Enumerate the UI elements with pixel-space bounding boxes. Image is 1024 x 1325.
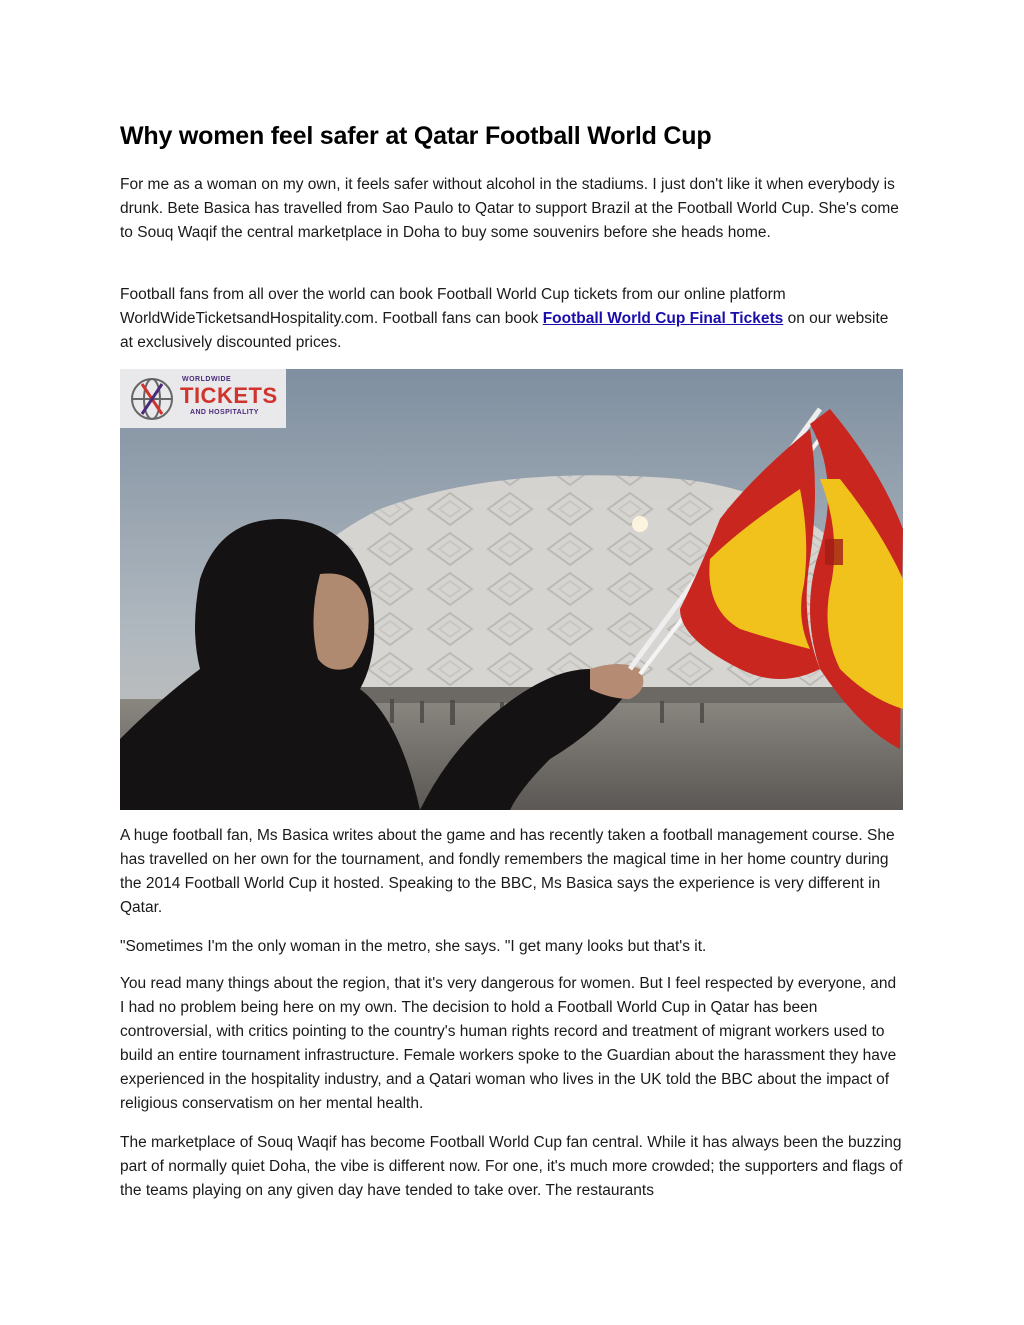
paragraph-2 — [120, 283, 904, 355]
paragraph-2-text-before: Football fans from all over the world can book Football World Cup tickets from our online platform WorldWideTicketsandHospitality.com. Football fans can book — [120, 286, 786, 327]
paragraph-4: "Sometimes I'm the only woman in the metro, she says. "I get many looks but that's it. — [120, 938, 707, 955]
logo-line-hospitality: AND HOSPITALITY — [190, 409, 259, 416]
paragraph-1: For me as a woman on my own, it feels safer without alcohol in the stadiums. I just don't like it when everybody is drunk. Bete Basica has travelled from Sao Paulo to Qatar to support Brazil at the Football World Cup. She's come to Souq Waqif the central marketplace in Doha to buy some souvenirs before she heads home. — [120, 176, 899, 241]
logo-line-tickets: TICKETS — [180, 383, 278, 408]
article-title: Why women feel safer at Qatar Football World Cup — [120, 122, 712, 150]
worldwide-tickets-logo — [120, 369, 286, 428]
logo-line-worldwide: WORLDWIDE — [182, 376, 232, 383]
paragraph-6: The marketplace of Souq Waqif has become Football World Cup fan central. While it has always been the buzzing part of normally quiet Doha, the vibe is different now. For one, it's much more crowded; the supporters and flags of the teams playing on any given day have tended to take over. The restaurants — [120, 1134, 903, 1199]
paragraph-2-text-after: on our website at exclusively discounted prices. — [120, 310, 889, 351]
woman-with-spain-flags-image — [120, 369, 903, 810]
paragraph-3: A huge football fan, Ms Basica writes about the game and has recently taken a football management course. She has travelled on her own for the tournament, and fondly remembers the magical time in her home country during the 2014 Football World Cup it hosted. Speaking to the BBC, Ms Basica says the experience is very different in Qatar. — [120, 827, 895, 916]
paragraph-5: You read many things about the region, that it's very dangerous for women. But I feel respected by everyone, and I had no problem being here on my own. The decision to hold a Football World Cup in Qatar has been controversial, with critics pointing to the country's human rights record and treatment of migrant workers used to build an entire tournament infrastructure. Female workers spoke to the Guardian about the harassment they have experienced in the hospitality industry, and a Qatari woman who lives in the UK told the BBC about the impact of religious conservatism on her mental health. — [120, 975, 897, 1112]
final-tickets-link[interactable]: Football World Cup Final Tickets — [542, 310, 784, 327]
article-photo — [120, 369, 903, 810]
globe-icon — [124, 374, 180, 424]
